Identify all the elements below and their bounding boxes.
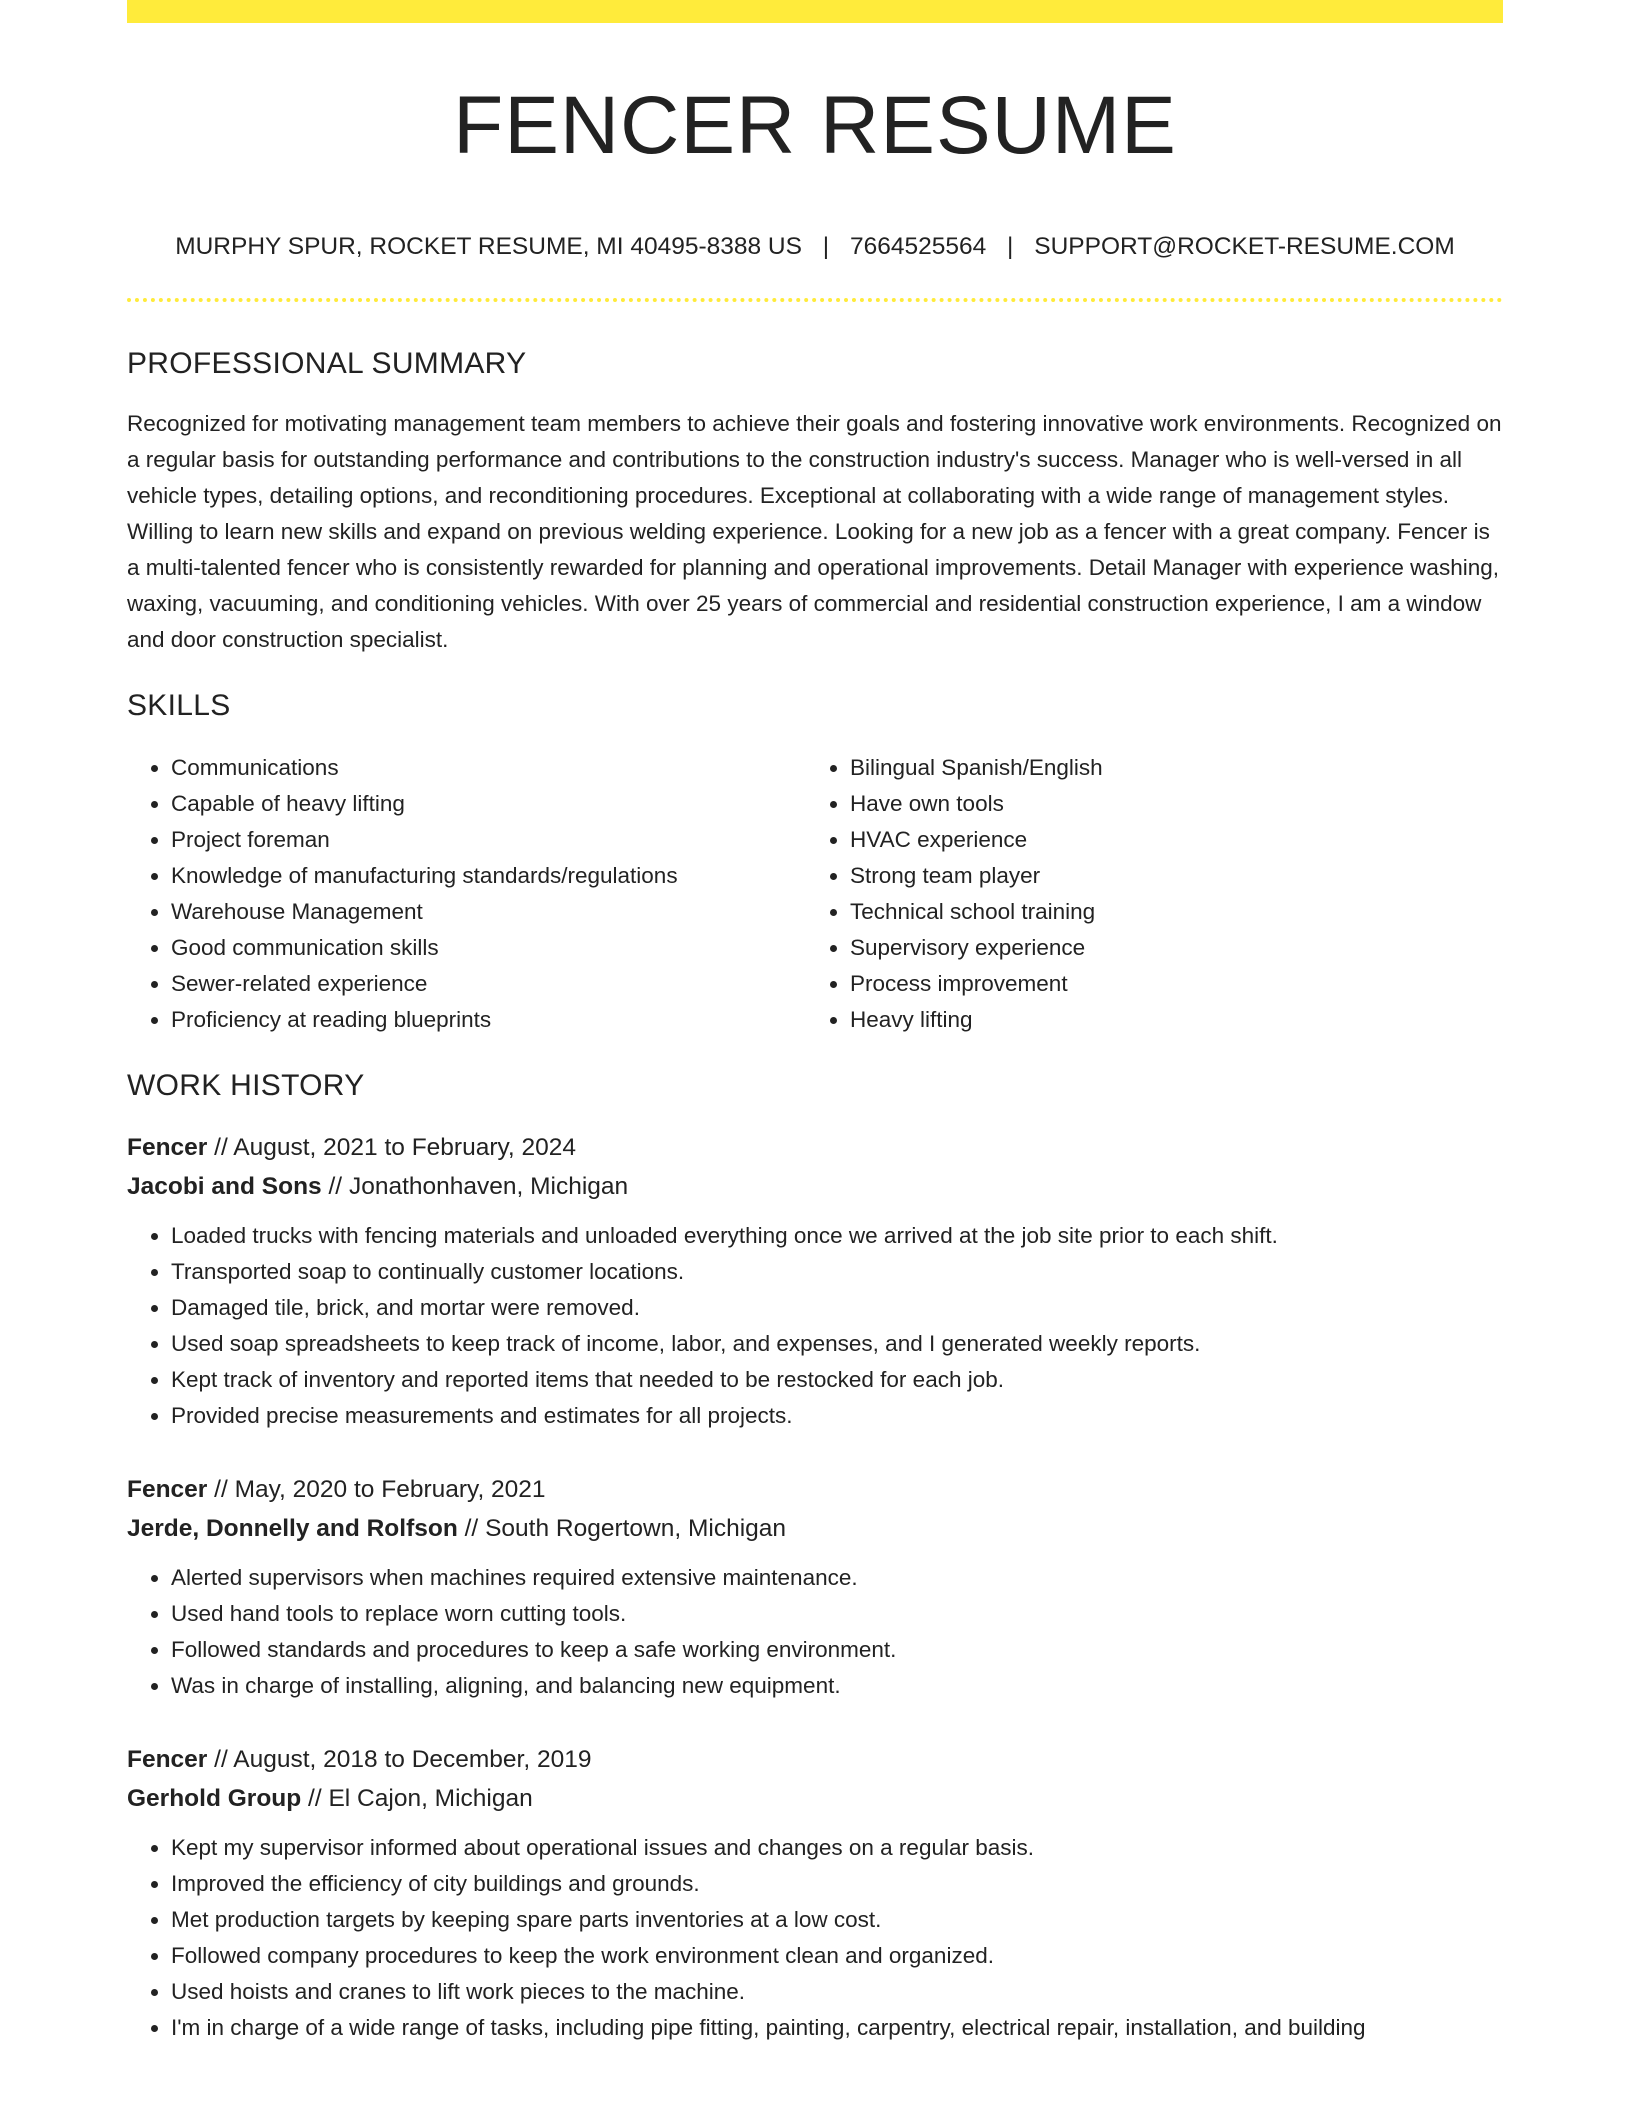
job-location: South Rogertown, Michigan (485, 1515, 787, 1543)
job-company-line (127, 1509, 1503, 1548)
skill-item: • Process improvement (850, 966, 1484, 1002)
job-bullet: • Followed standards and procedures to keep a safe working environment. (171, 1632, 1503, 1668)
job-bullet: • Used soap spreadsheets to keep track of income, labor, and expenses, and I generated weekly reports. (171, 1326, 1503, 1362)
skill-item: • Good communication skills (171, 930, 805, 966)
job-company: Gerhold Group (127, 1785, 302, 1813)
job-separator: // (464, 1515, 479, 1543)
job-company: Jacobi and Sons (127, 1173, 322, 1201)
skill-item: • Strong team player (850, 858, 1484, 894)
skills-list-left (127, 750, 805, 1038)
job-separator: // (214, 1476, 228, 1504)
job-dates: August, 2021 to February, 2024 (233, 1134, 577, 1162)
resume-page (127, 0, 1503, 2046)
skill-item: • Communications (171, 750, 805, 786)
job-company: Jerde, Donnelly and Rolfson (127, 1515, 458, 1543)
skill-item: • Knowledge of manufacturing standards/regulations (171, 858, 805, 894)
job-bullet: • Provided precise measurements and estimates for all projects. (171, 1398, 1503, 1434)
job-bullet: • Alerted supervisors when machines required extensive maintenance. (171, 1560, 1503, 1596)
skill-item: • Supervisory experience (850, 930, 1484, 966)
skills-columns (127, 750, 1503, 1038)
skills-list-right (805, 750, 1484, 1038)
job-bullet: • Kept my supervisor informed about operational issues and changes on a regular basis. (171, 1830, 1503, 1866)
contact-separator: | (822, 233, 830, 260)
job-title-line (127, 1740, 1503, 1779)
skill-item: • Technical school training (850, 894, 1484, 930)
job-bullet: • Met production targets by keeping spare parts inventories at a low cost. (171, 1902, 1503, 1938)
job-bullet: • Used hoists and cranes to lift work pieces to the machine. (171, 1974, 1503, 2010)
job-bullet: • I'm in charge of a wide range of tasks, including pipe fitting, painting, carpentry, electrical repair, installation, and building (171, 2010, 1503, 2046)
summary-heading: PROFESSIONAL SUMMARY (127, 347, 527, 381)
job-title: Fencer (127, 1746, 208, 1774)
contact-phone: 7664525564 (849, 233, 987, 260)
job-separator: // (328, 1173, 343, 1201)
job-entry (127, 1470, 1503, 1704)
skill-item: • Project foreman (171, 822, 805, 858)
skill-item: • Have own tools (850, 786, 1484, 822)
job-bullet: • Kept track of inventory and reported items that needed to be restocked for each job. (171, 1362, 1503, 1398)
job-bullet: • Improved the efficiency of city buildings and grounds. (171, 1866, 1503, 1902)
job-bullet: • Was in charge of installing, aligning, and balancing new equipment. (171, 1668, 1503, 1704)
job-title: Fencer (127, 1134, 208, 1162)
job-company-line (127, 1167, 1503, 1206)
job-separator: // (308, 1785, 322, 1813)
dotted-divider (127, 298, 1503, 302)
job-title: Fencer (127, 1476, 208, 1504)
job-bullets (127, 1218, 1503, 1434)
contact-address: MURPHY SPUR, ROCKET RESUME, MI 40495-8388 US (175, 233, 802, 260)
skills-heading: SKILLS (127, 689, 231, 723)
skill-item: • HVAC experience (850, 822, 1484, 858)
resume-title: FENCER RESUME (453, 80, 1177, 171)
skill-item: • Bilingual Spanish/English (850, 750, 1484, 786)
contact-separator: | (1007, 233, 1014, 260)
job-bullet: • Damaged tile, brick, and mortar were removed. (171, 1290, 1503, 1326)
job-bullet: • Used hand tools to replace worn cutting tools. (171, 1596, 1503, 1632)
job-location: Jonathonhaven, Michigan (348, 1173, 629, 1201)
contact-line (127, 232, 1503, 261)
job-dates: May, 2020 to February, 2021 (234, 1476, 546, 1504)
job-entry (127, 1128, 1503, 1434)
job-company-line (127, 1779, 1503, 1818)
contact-email[interactable]: SUPPORT@ROCKET-RESUME.COM (1034, 233, 1455, 260)
skill-item: • Heavy lifting (850, 1002, 1484, 1038)
job-bullets (127, 1830, 1503, 2046)
job-bullets (127, 1560, 1503, 1704)
skill-item: • Warehouse Management (171, 894, 805, 930)
work-history-heading: WORK HISTORY (127, 1069, 365, 1103)
job-separator: // (214, 1134, 228, 1162)
job-bullet: • Transported soap to continually customer locations. (171, 1254, 1503, 1290)
skill-item: • Sewer-related experience (171, 966, 805, 1002)
job-title-line (127, 1470, 1503, 1509)
job-separator: // (214, 1746, 228, 1774)
skill-item: • Proficiency at reading blueprints (171, 1002, 805, 1038)
summary-text: Recognized for motivating management team members to achieve their goals and fostering innovative work environments. Recognized on a regular basis for outstanding performance and contributions to the construction industry's success. Manager who is well-versed in all vehicle types, detailing options, and reconditioning procedures. Exceptional at collaborating with a wide range of management styles. Willing to learn new skills and expand on previous welding experience. Looking for a new job as a fencer with a great company. Fencer is a multi-talented fencer who is consistently rewarded for planning and operational improvements. Detail Manager with experience washing, waxing, vacuuming, and conditioning vehicles. With over 25 years of commercial and residential construction experience, I am a window and door construction specialist. (127, 411, 1502, 653)
job-entry (127, 1740, 1503, 2046)
job-bullet: • Loaded trucks with fencing materials and unloaded everything once we arrived at the job site prior to each shift. (171, 1218, 1503, 1254)
job-bullet: • Followed company procedures to keep the work environment clean and organized. (171, 1938, 1503, 1974)
job-location: El Cajon, Michigan (328, 1785, 533, 1813)
job-dates: August, 2018 to December, 2019 (233, 1746, 592, 1774)
job-title-line (127, 1128, 1503, 1167)
accent-top-bar (127, 0, 1503, 23)
skill-item: • Capable of heavy lifting (171, 786, 805, 822)
